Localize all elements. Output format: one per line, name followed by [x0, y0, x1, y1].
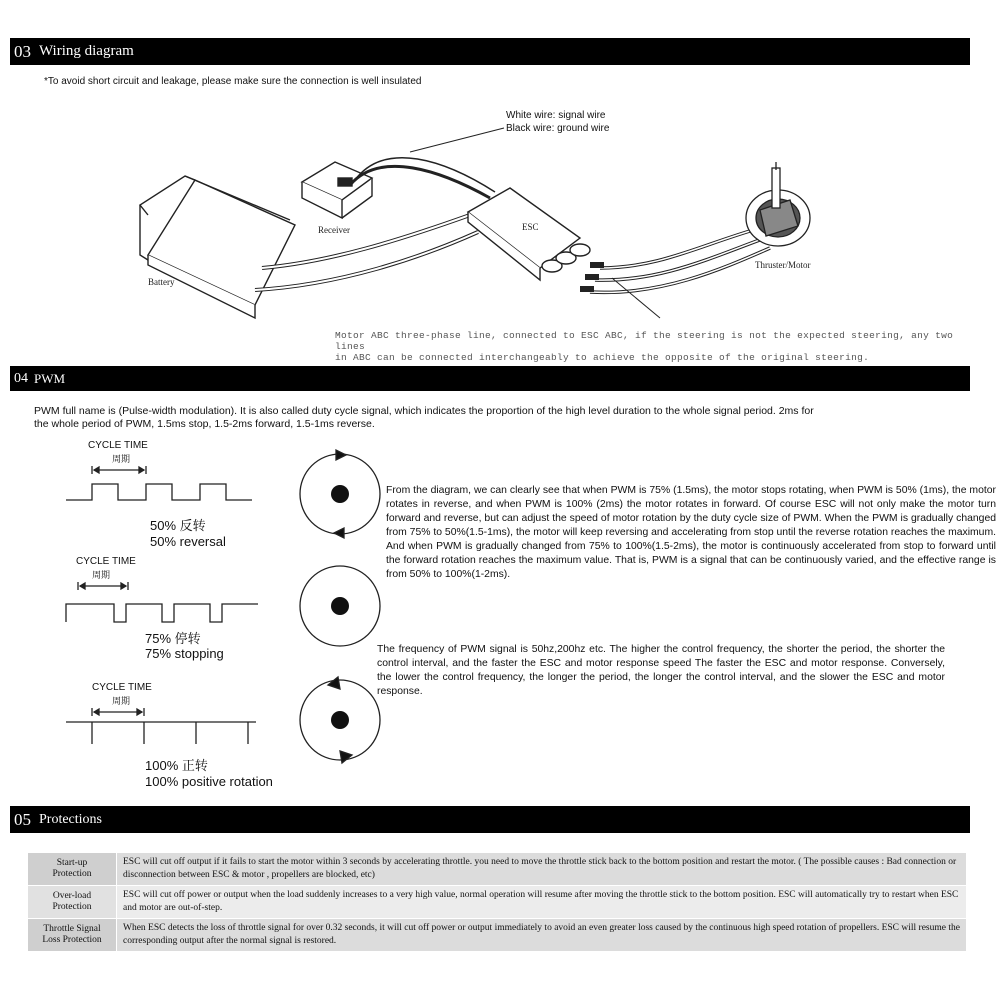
- cycle-time-label: CYCLE TIME: [88, 440, 148, 451]
- cycle-time-cn-label: 周期: [112, 696, 131, 706]
- protection-label: [28, 919, 117, 952]
- section-number: 03: [14, 41, 31, 61]
- section-title: Protections: [39, 811, 102, 827]
- section-title: Wiring diagram: [39, 43, 134, 59]
- section-number: 04: [14, 370, 28, 386]
- protections-table: [27, 852, 967, 952]
- caption-reversal-en: 50% reversal: [150, 534, 226, 549]
- protection-label-line: Loss Protection: [42, 935, 102, 945]
- table-row: [28, 919, 967, 952]
- protection-label-line: Protection: [52, 902, 92, 912]
- protection-label-line: Start-up: [56, 858, 88, 868]
- table-row: [28, 886, 967, 919]
- caption-stopping-en: 75% stopping: [145, 646, 224, 661]
- protection-description: ESC will cut off output if it fails to start the motor within 3 seconds by accelerating throttle. you need to move the throttle stick back to the bottom position and restart the motor. ( The possible causes : Bad connection or disconnection between ESC & motor , propellers are blocked, etc): [117, 853, 967, 886]
- section-header-protections: [10, 806, 970, 833]
- caption-stopping-cn: 75% 停转: [145, 631, 201, 646]
- protection-description: When ESC detects the loss of throttle signal for over 0.32 seconds, it will cut off power or output immediately to avoid an even greater loss caused by the continuous high speed rotation of propellers. ESC will resume the corresponding output after the normal signal is restored.: [117, 919, 967, 952]
- caption-reversal-cn: 50% 反转: [150, 518, 206, 533]
- wire-ground-label: Black wire: ground wire: [506, 123, 610, 134]
- cycle-time-cn-label: 周期: [112, 454, 131, 464]
- rotation-forward-icon: [300, 677, 380, 763]
- protection-label-line: Protection: [52, 869, 92, 879]
- motor-label: Thruster/Motor: [755, 260, 811, 270]
- caption-forward-cn: 100% 正转: [145, 758, 208, 773]
- cycle-time-label: CYCLE TIME: [92, 682, 152, 693]
- motor-wiring-note-line2: in ABC can be connected interchangeably to achieve the opposite of the original steering.: [335, 352, 870, 363]
- protection-description: ESC will cut off power or output when the load suddenly increases to a very high value, normal operation will resume after moving the throttle stick to the bottom position. ESC will automatically try to restart when ESC and motor are out-of-step.: [117, 886, 967, 919]
- wire-signal-label: White wire: signal wire: [506, 110, 606, 121]
- pwm-intro-line1: PWM full name is (Pulse-width modulation). It is also called duty cycle signal, which indicates the proportion of the high level duration to the whole signal period. 2ms for: [34, 405, 814, 417]
- pwm-frequency-explanation: The frequency of PWM signal is 50hz,200hz etc. The higher the control frequency, the shorter the period, the shorter the control interval, and the faster the ESC and motor response speed The faster the ESC and motor response. Conversely, the lower the control frequency, the longer the period, the longer the control interval, and the slower the ESC and motor response.: [377, 644, 945, 697]
- receiver-label: Receiver: [318, 225, 350, 235]
- cycle-time-cn-label: 周期: [92, 570, 111, 580]
- protection-label: [28, 853, 117, 886]
- protection-label-line: Over-load: [52, 891, 92, 901]
- esc-label: ESC: [522, 222, 539, 232]
- table-row: [28, 853, 967, 886]
- rotation-stop-icon: [300, 566, 380, 646]
- section-number: 05: [14, 809, 31, 829]
- motor-wiring-note-line1: Motor ABC three-phase line, connected to ESC ABC, if the steering is not the expected steering, any two lines: [335, 330, 954, 352]
- pwm-explanation: From the diagram, we can clearly see that when PWM is 75% (1.5ms), the motor stops rotating, when PWM is 50% (1ms), the motor rotates in reverse, and when PWM is 100% (2ms) the motor rotates in forward. Of course ESC will not only make the motor turn forward and reverse, but can adjust the speed of motor rotation by the duty cycle size of PWM. When the PWM is gradually changed from 75% to 50%(1.5-1ms), the motor will keep reversing and accelerating from stop until the reverse rotation reaches the maximum. And when PWM is gradually changed from 75% to 100%(1.5-2ms), the motor is continuously accelerated from stop to forward until the forward rotation reaches the maximum value. That is, PWM is a signal that can be continuously varied, and the effective range is from 50% to 100%(1-2ms).: [386, 485, 996, 580]
- rotation-reverse-icon: [300, 450, 380, 538]
- pwm-intro-line2: the whole period of PWM, 1.5ms stop, 1.5-2ms forward, 1.5-1ms reverse.: [34, 418, 375, 430]
- insulation-note: *To avoid short circuit and leakage, please make sure the connection is well insulated: [44, 76, 422, 87]
- protection-label: [28, 886, 117, 919]
- battery-label: Battery: [148, 277, 175, 287]
- protection-label-line: Throttle Signal: [43, 924, 101, 934]
- caption-forward-en: 100% positive rotation: [145, 774, 273, 789]
- section-title: PWM: [34, 370, 66, 386]
- cycle-time-label: CYCLE TIME: [76, 556, 136, 567]
